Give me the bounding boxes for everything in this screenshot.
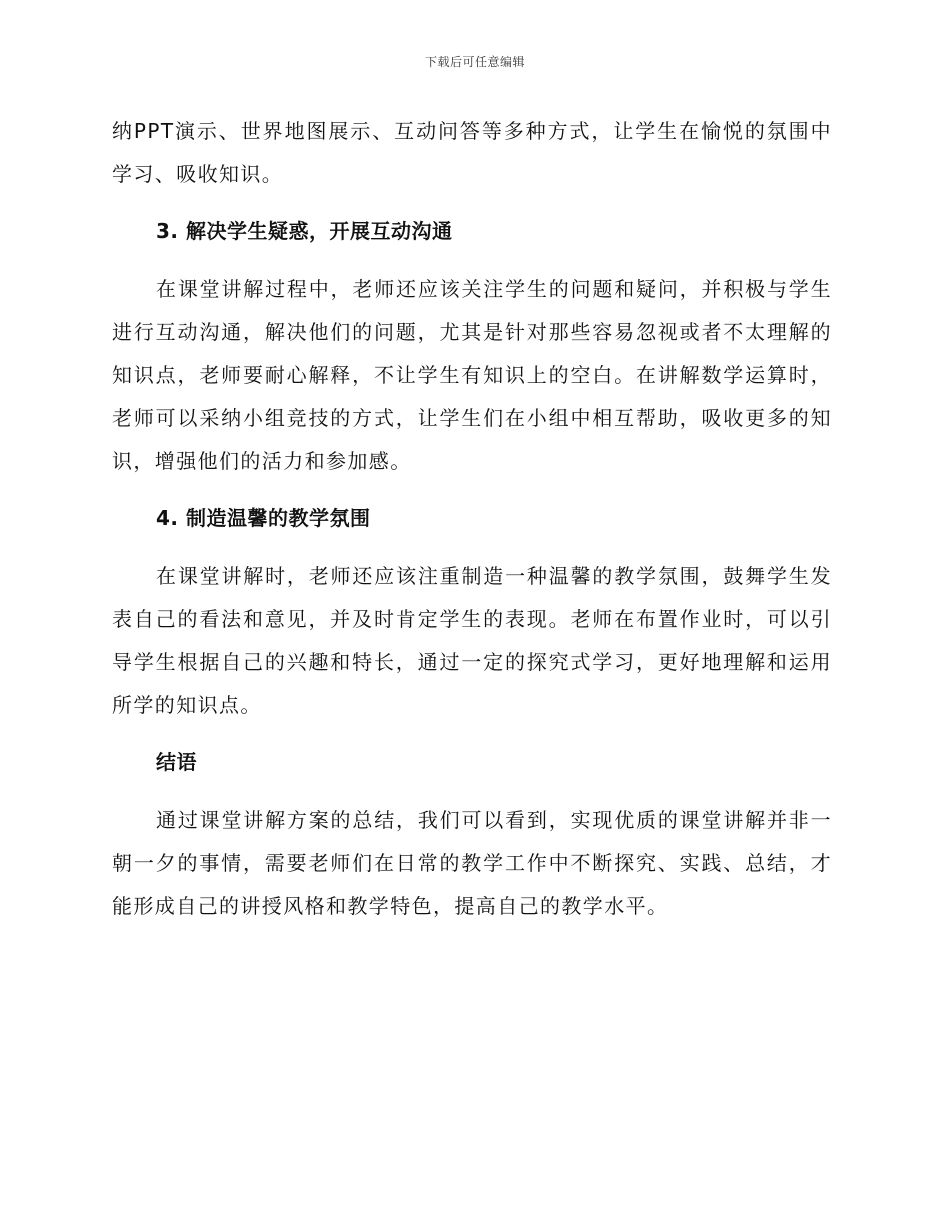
paragraph-continued: 纳PPT演示、世界地图展示、互动问答等多种方式，让学生在愉悦的氛围中学习、吸收知识。 bbox=[112, 119, 832, 186]
conclusion-heading: 结语 bbox=[156, 750, 197, 774]
document-body bbox=[112, 110, 832, 928]
header-note: 下载后可任意编辑 bbox=[424, 55, 525, 69]
paragraph-interaction: 在课堂讲解过程中，老师还应该关注学生的问题和疑问，并积极与学生进行互动沟通，解决他们的问题，尤其是针对那些容易忽视或者不太理解的知识点，老师要耐心解释，不让学生有知识上的空白。在讲解数学运算时，老师可以采纳小组竞技的方式，让学生们在小组中相互帮助，吸收更多的知识，增强他们的活力和参加感。 bbox=[112, 277, 832, 473]
paragraph-atmosphere: 在课堂讲解时，老师还应该注重制造一种温馨的教学氛围，鼓舞学生发表自己的看法和意见，并及时肯定学生的表现。老师在布置作业时，可以引导学生根据自己的兴趣和特长，通过一定的探究式学习，更好地理解和运用所学的知识点。 bbox=[112, 564, 832, 717]
paragraph-conclusion: 通过课堂讲解方案的总结，我们可以看到，实现优质的课堂讲解并非一朝一夕的事情，需要老师们在日常的教学工作中不断探究、实践、总结，才能形成自己的讲授风格和教学特色，提高自己的教学水平。 bbox=[112, 808, 832, 918]
section-heading-3: 3. 解决学生疑惑，开展互动沟通 bbox=[156, 219, 453, 243]
section-heading-4: 4. 制造温馨的教学氛围 bbox=[156, 506, 371, 530]
